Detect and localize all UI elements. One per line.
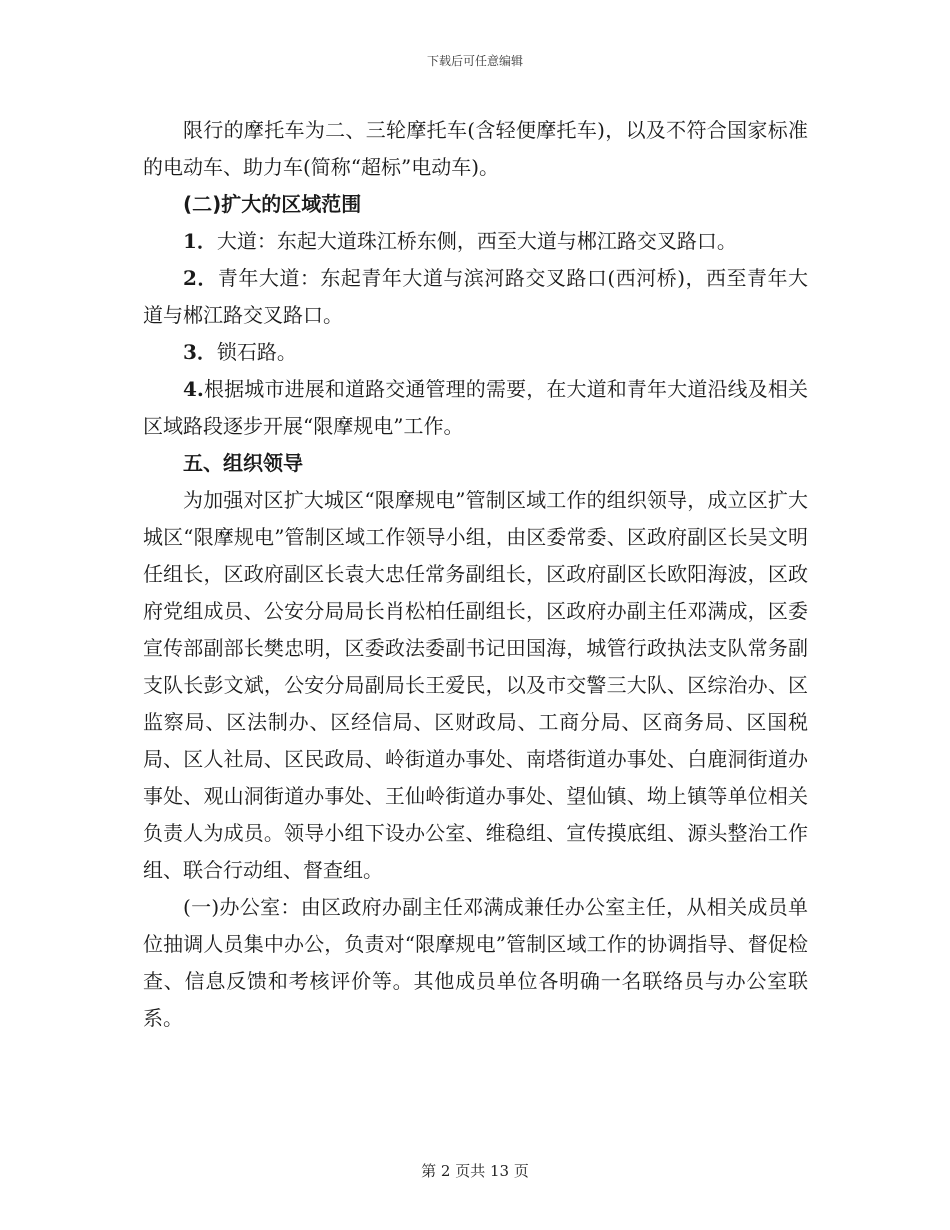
list-item-4-number: 4. xyxy=(183,377,204,401)
list-item-2-text: 青年大道：东起青年大道与滨河路交叉路口(西河桥)，西至青年大道与郴江路交叉路口。 xyxy=(143,266,808,327)
heading-organization-leadership: 五、组织领导 xyxy=(183,451,303,475)
list-item-4 xyxy=(143,371,808,445)
list-item-2-number: 2． xyxy=(183,266,218,290)
list-item-2 xyxy=(143,260,808,334)
heading-expanded-area: (二)扩大的区域范围 xyxy=(183,192,362,216)
list-item-3-number: 3． xyxy=(183,340,217,364)
paragraph-restricted-vehicles: 限行的摩托车为二、三轮摩托车(含轻便摩托车)，以及不符合国家标准的电动车、助力车(简称“超标”电动车)。 xyxy=(143,118,808,179)
list-item-1-number: 1． xyxy=(183,229,217,253)
list-item-3-text: 锁石路。 xyxy=(216,340,297,364)
list-item-4-text: 根据城市进展和道路交通管理的需要，在大道和青年大道沿线及相关区域路段逐步开展“限摩规电”工作。 xyxy=(143,377,808,438)
list-item-1-text: 大道：东起大道珠江桥东侧，西至大道与郴江路交叉路口。 xyxy=(216,229,737,253)
page-header-note: 下载后可任意编辑 xyxy=(426,54,523,68)
paragraph-office: (一)办公室：由区政府办副主任邓满成兼任办公室主任，从相关成员单位抽调人员集中办公，负责对“限摩规电”管制区域工作的协调指导、督促检查、信息反馈和考核评价等。其他成员单位各明确一名联络员与办公室联系。 xyxy=(143,895,808,1030)
list-item-1 xyxy=(143,223,808,260)
document-body xyxy=(143,112,808,1037)
page-number: 第 2 页共 13 页 xyxy=(421,1162,529,1180)
paragraph-leadership-group: 为加强对区扩大城区“限摩规电”管制区域工作的组织领导，成立区扩大城区“限摩规电”管制区域工作领导小组，由区委常委、区政府副区长吴文明任组长，区政府副区长袁大忠任常务副组长，区政府副区长欧阳海波，区政府党组成员、公安分局局长肖松柏任副组长，区政府办副主任邓满成，区委宣传部副部长樊忠明，区委政法委副书记田国海，城管行政执法支队常务副支队长彭文斌，公安分局副局长王爱民，以及市交警三大队、区综治办、区监察局、区法制办、区经信局、区财政局、工商分局、区商务局、区国税局、区人社局、区民政局、岭街道办事处、南塔街道办事处、白鹿洞街道办事处、观山洞街道办事处、王仙岭街道办事处、望仙镇、坳上镇等单位相关负责人为成员。领导小组下设办公室、维稳组、宣传摸底组、源头整治工作组、联合行动组、督查组。 xyxy=(143,488,808,882)
list-item-3 xyxy=(143,334,808,371)
